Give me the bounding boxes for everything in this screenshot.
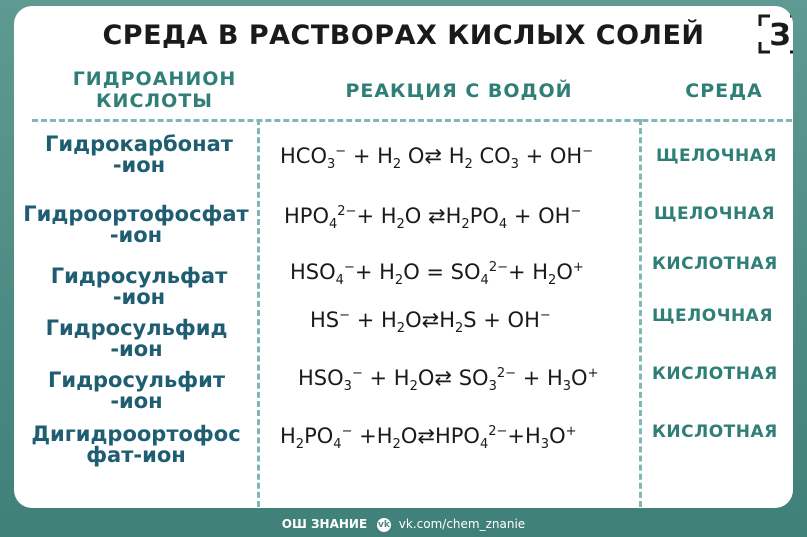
footer-brand: ОШ ЗНАНИЕ (281, 517, 368, 531)
anion-name-5: Гидросульфит -ион (47, 368, 226, 413)
anion-name-3: Гидросульфат -ион (50, 264, 228, 309)
footer (0, 517, 807, 532)
equation-2: $HPO_4^{2-}+ H_2O$ $⇄H_2PO_4 + OH^-$ (284, 204, 582, 233)
table-card (14, 6, 793, 508)
brand-logo (758, 14, 793, 54)
medium-3: КИСЛОТНАЯ (652, 254, 778, 274)
medium-1: ЩЕЛОЧНАЯ (656, 146, 777, 166)
logo-letter: З (769, 18, 791, 53)
footer-link[interactable]: vk.com/chem_znanie (398, 517, 526, 531)
anion-name-2: Гидроортофосфат -ион (23, 202, 249, 247)
header-medium: СРЕДА (685, 80, 763, 102)
header-reaction: РЕАКЦИЯ С ВОДОЙ (345, 80, 573, 102)
equilibrium-arrow-icon: ⇄ (421, 308, 440, 332)
equation-1: $HCO_3^- + H_2$ O⇄ $H_2$ $CO_3 + OH^-$ (280, 144, 594, 173)
column-divider-1 (257, 119, 260, 507)
header-divider (32, 119, 792, 122)
medium-6: КИСЛОТНАЯ (652, 422, 778, 442)
equation-6: $H_2PO_4^-$ $+H_2O⇄HPO_4^{2-}+H_3O^+$ (280, 424, 577, 453)
equation-5: $HSO_3^-$ + $H_2O⇄$ $SO_3^{2-} + H_3O^+$ (298, 366, 599, 395)
equation-4: $HS^- + H_2O⇄H_2S + OH^-$ (310, 308, 551, 337)
anion-name-1: Гидрокарбонат -ион (45, 132, 233, 177)
equation-3: $HSO_4^-+ H_2O = SO_4^{2-}+ H_2O^+$ (290, 260, 584, 289)
equilibrium-arrow-icon: ⇄ (417, 424, 435, 448)
equilibrium-arrow-icon: ⇄ (428, 204, 446, 228)
medium-4: ЩЕЛОЧНАЯ (652, 306, 773, 326)
vk-icon: vk (378, 519, 390, 530)
header-anion: ГИДРОАНИОН КИСЛОТЫ (72, 68, 237, 112)
medium-5: КИСЛОТНАЯ (652, 364, 778, 384)
anion-name-6: Дигидроортофос фат-ион (31, 422, 241, 467)
page-title: СРЕДА В РАСТВОРАХ КИСЛЫХ СОЛЕЙ (102, 20, 705, 51)
equilibrium-arrow-icon: ⇄ (434, 366, 453, 390)
equilibrium-arrow-icon: ⇄ (424, 144, 443, 168)
column-divider-2 (639, 119, 642, 507)
medium-2: ЩЕЛОЧНАЯ (654, 204, 775, 224)
anion-name-4: Гидросульфид -ион (45, 316, 228, 361)
